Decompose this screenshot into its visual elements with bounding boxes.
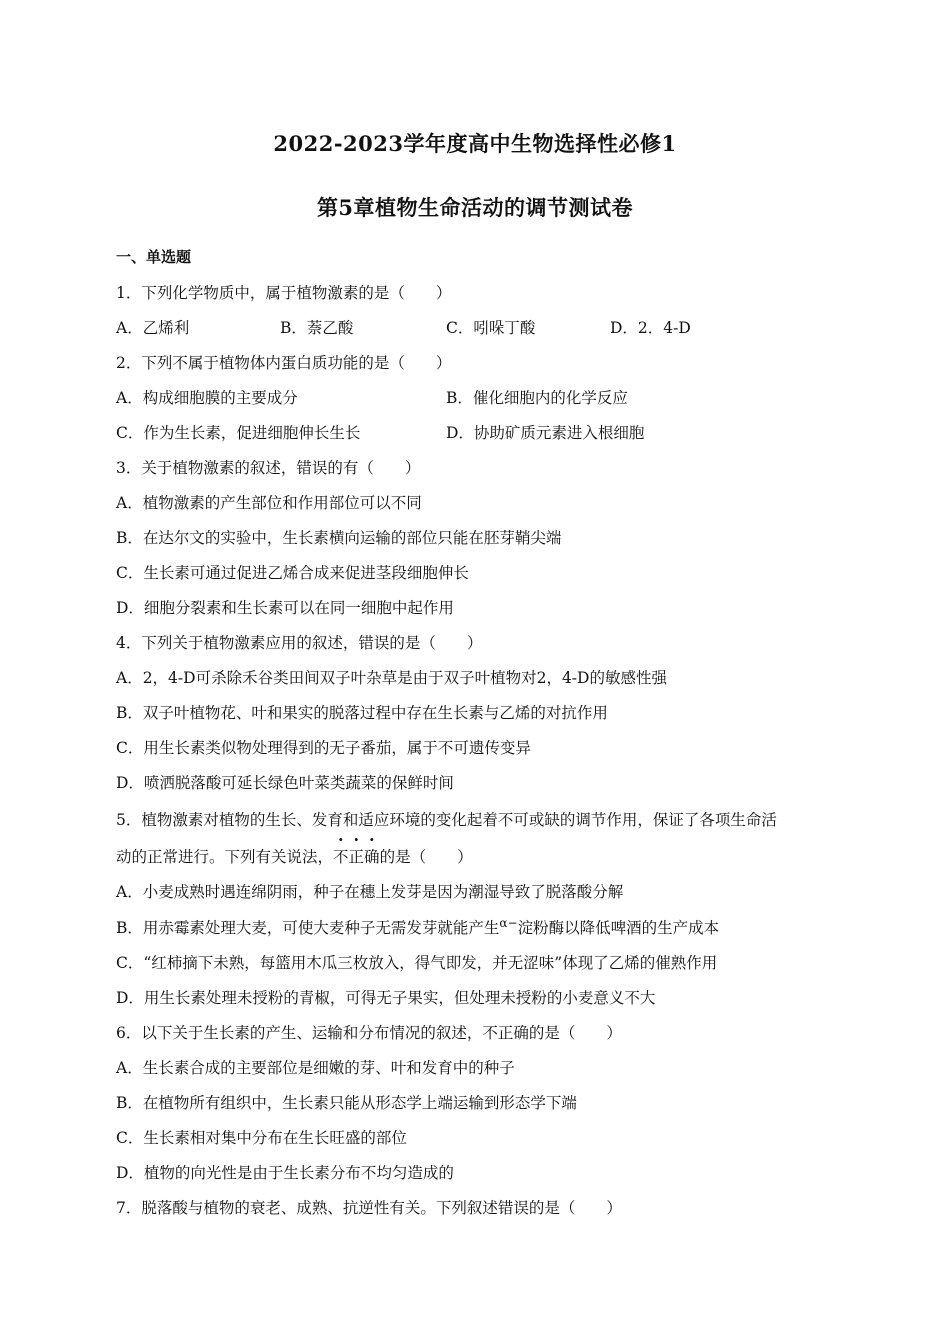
question-1-option-b: B．萘乙酸 — [280, 319, 354, 337]
document-title-line2: 第5章植物生命活动的调节测试卷 — [316, 195, 634, 220]
question-5-option-a: A．小麦成熟时遇连绵阴雨，种子在穗上发芽是因为潮湿导致了脱落酸分解 — [116, 883, 624, 901]
question-6-option-c: C．生长素相对集中分布在生长旺盛的部位 — [116, 1129, 407, 1147]
question-2-option-a: A．构成细胞膜的主要成分 — [116, 389, 298, 407]
question-4-option-d: D．喷洒脱落酸可延长绿色叶菜类蔬菜的保鲜时间 — [116, 774, 454, 792]
question-3-stem: 3．关于植物激素的叙述，错误的有（ ） — [116, 459, 421, 477]
question-2-option-c: C．作为生长素，促进细胞伸长生长 — [116, 424, 361, 442]
emphasis-char: 不 — [333, 848, 349, 866]
question-2-stem: 2．下列不属于植物体内蛋白质功能的是（ ） — [116, 354, 452, 372]
emphasis-char: 确 — [364, 848, 380, 866]
question-3-option-d: D．细胞分裂素和生长素可以在同一细胞中起作用 — [116, 599, 454, 617]
question-4-option-c: C．用生长素类似物处理得到的无子番茄，属于不可遗传变异 — [116, 739, 531, 757]
question-6-option-a: A．生长素合成的主要部位是细嫩的芽、叶和发育中的种子 — [116, 1059, 515, 1077]
question-5-option-b — [116, 916, 719, 938]
question-2-option-d: D．协助矿质元素进入根细胞 — [446, 424, 645, 442]
question-5-option-d: D．用生长素处理未授粉的青椒，可得无子果实，但处理未授粉的小麦意义不大 — [116, 989, 656, 1007]
question-5-option-b-pre: B．用赤霉素处理大麦，可使大麦种子无需发芽就能产生 — [116, 919, 500, 937]
alpha-symbol: α− — [499, 916, 518, 930]
question-6-option-b: B．在植物所有组织中，生长素只能从形态学上端运输到形态学下端 — [116, 1094, 577, 1112]
question-5-stem-line1: 5．植物激素对植物的生长、发育和适应环境的变化起着不可或缺的调节作用，保证了各项生命活 — [116, 811, 777, 829]
question-6-option-d: D．植物的向光性是由于生长素分布不均匀造成的 — [116, 1164, 454, 1182]
question-4-option-a: A．2，4-D可杀除禾谷类田间双子叶杂草是由于双子叶植物对2，4-D的敏感性强 — [116, 669, 667, 687]
section-heading: 一、单选题 — [116, 248, 192, 266]
question-5-option-c: C．“红柿摘下未熟，每篮用木瓜三枚放入，得气即发，并无涩味”体现了乙烯的催熟作用 — [116, 954, 718, 972]
question-3-option-b: B．在达尔文的实验中，生长素横向运输的部位只能在胚芽鞘尖端 — [116, 529, 562, 547]
question-2-option-b: B．催化细胞内的化学反应 — [446, 389, 628, 407]
question-1-option-a: A．乙烯利 — [116, 319, 190, 337]
question-1-option-d: D．2．4-D — [610, 319, 691, 337]
question-6-stem: 6．以下关于生长素的产生、运输和分布情况的叙述，不正确的是（ ） — [116, 1024, 622, 1042]
question-5-option-b-post: 淀粉酶以降低啤酒的生产成本 — [517, 919, 720, 937]
question-3-option-c: C．生长素可通过促进乙烯合成来促进茎段细胞伸长 — [116, 564, 469, 582]
question-5-stem-post: 的是（ ） — [379, 848, 473, 866]
question-7-stem: 7．脱落酸与植物的衰老、成熟、抗逆性有关。下列叙述错误的是（ ） — [116, 1199, 622, 1217]
question-1-option-c: C．吲哚丁酸 — [446, 319, 536, 337]
question-1-stem: 1．下列化学物质中，属于植物激素的是（ ） — [116, 284, 452, 302]
question-5-stem-line2 — [116, 845, 473, 867]
question-4-stem: 4．下列关于植物激素应用的叙述，错误的是（ ） — [116, 634, 483, 652]
emphasis-char: 正 — [348, 848, 365, 866]
question-3-option-a: A．植物激素的产生部位和作用部位可以不同 — [116, 494, 422, 512]
question-4-option-b: B．双子叶植物花、叶和果实的脱落过程中存在生长素与乙烯的对抗作用 — [116, 704, 608, 722]
document-title-line1: 2022-2023学年度高中生物选择性必修1 — [273, 131, 677, 156]
question-5-stem-pre: 动的正常进行。下列有关说法， — [116, 848, 334, 866]
